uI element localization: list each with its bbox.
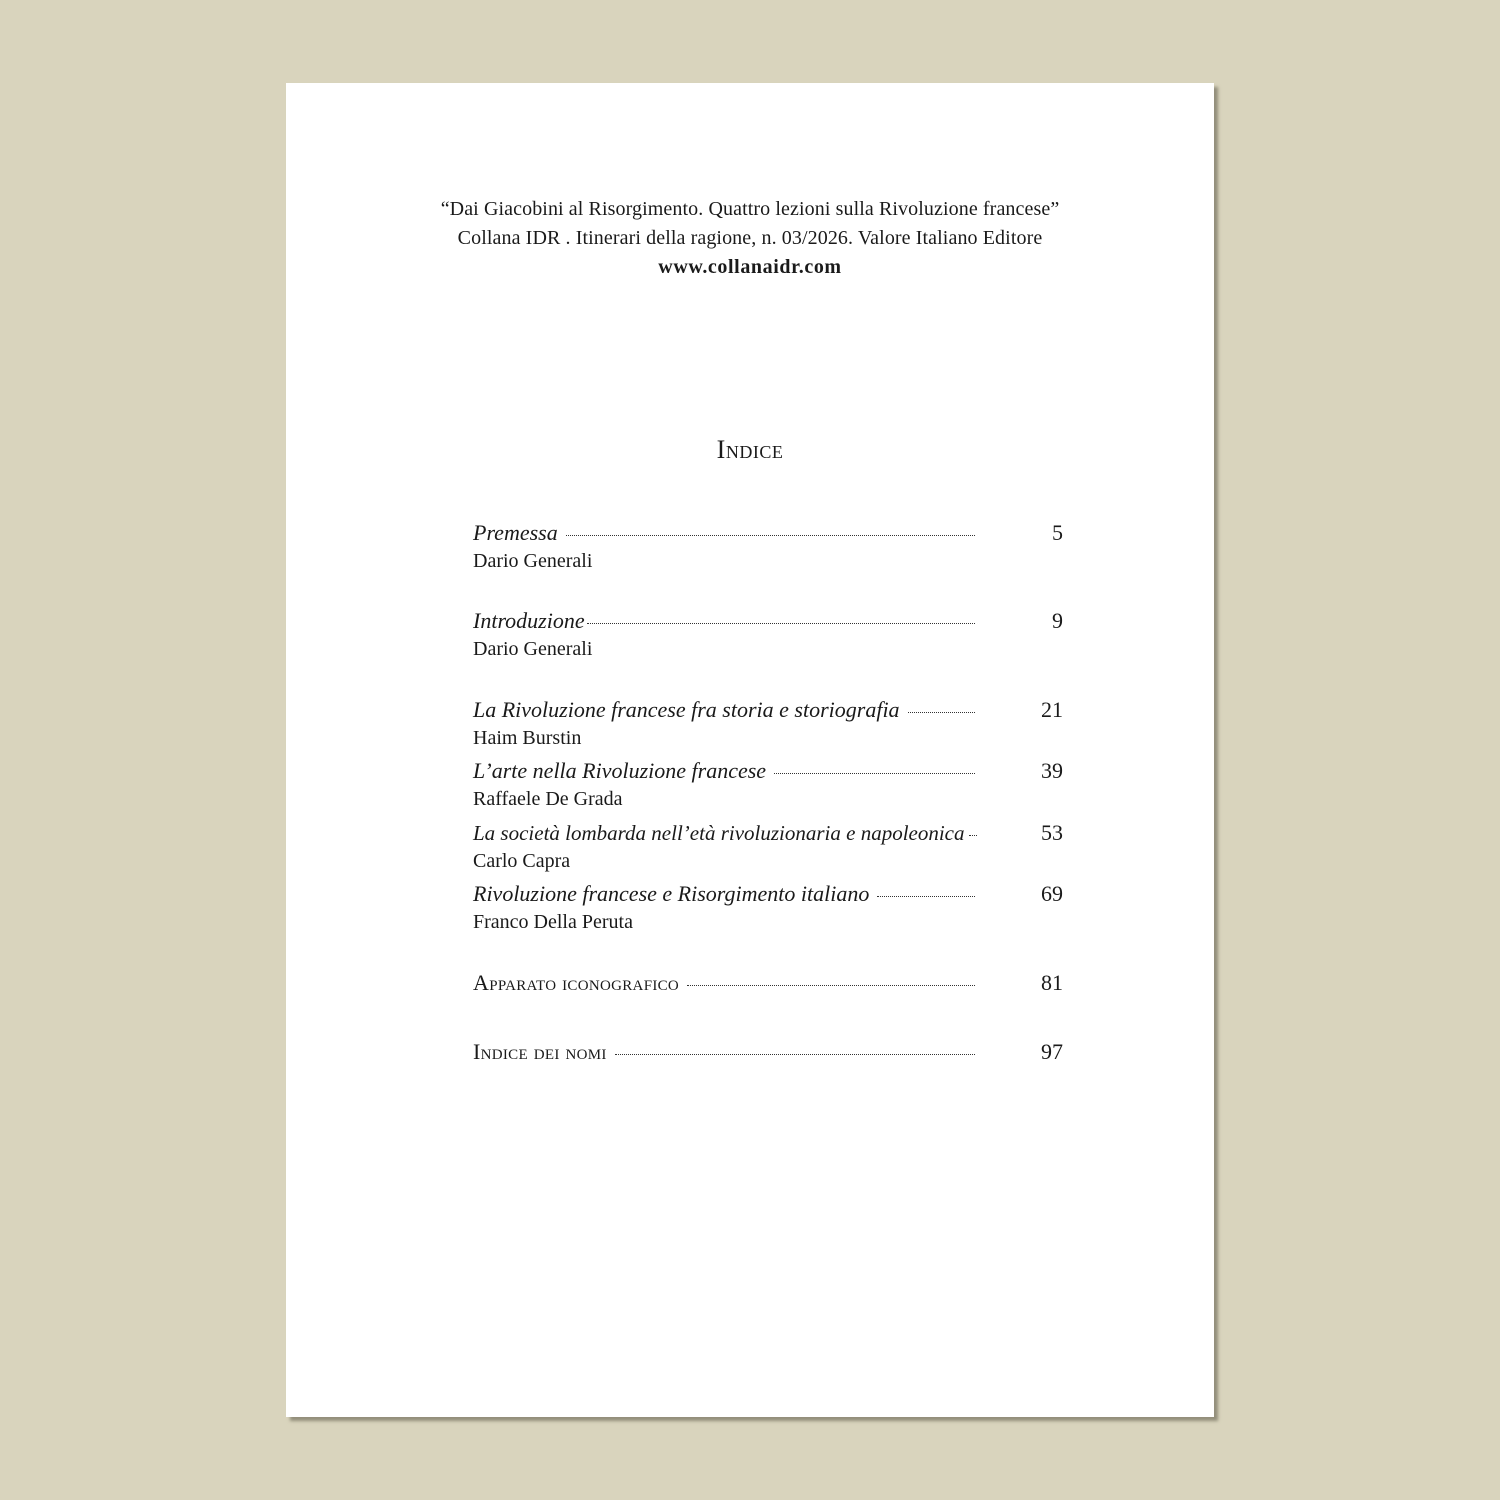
book-page	[286, 83, 1214, 1417]
toc-entry[interactable]	[473, 820, 1063, 874]
toc-title: Indice	[716, 435, 784, 464]
dot-leader	[908, 711, 975, 713]
website-link[interactable]: www.collanaidr.com	[658, 256, 842, 278]
dot-leader	[969, 834, 977, 836]
toc-entry-page: 39	[1041, 758, 1063, 783]
colophon-header	[286, 195, 1214, 282]
toc-entry-title: La Rivoluzione francese fra storia e storiografia	[473, 697, 900, 722]
toc-entry-title: L’arte nella Rivoluzione francese	[473, 758, 767, 783]
toc-entry-title: La società lombarda nell’età rivoluzionaria e napoleonica	[473, 821, 965, 845]
toc-entry-author: Carlo Capra	[473, 850, 571, 872]
toc-entry-title: Rivoluzione francese e Risorgimento italiano	[473, 881, 870, 906]
toc-entry[interactable]	[473, 881, 1063, 935]
toc-entry-page: 21	[1041, 697, 1063, 722]
toc-entry-title: Premessa	[473, 520, 558, 545]
toc-entry-author: Franco Della Peruta	[473, 911, 633, 933]
toc-entry-page: 69	[1041, 881, 1063, 906]
dot-leader	[587, 622, 975, 624]
toc-entry-page: 5	[1052, 520, 1063, 545]
toc-entry-author: Raffaele De Grada	[473, 788, 623, 810]
toc-entry-page: 9	[1052, 608, 1063, 633]
dot-leader	[877, 895, 975, 897]
dot-leader	[615, 1053, 975, 1055]
toc-entry-title: Apparato iconografico	[473, 970, 680, 995]
toc-entry-title: Introduzione	[473, 608, 585, 633]
toc-entry-page: 81	[1041, 970, 1063, 995]
dot-leader	[774, 772, 975, 774]
book-title-line: “Dai Giacobini al Risorgimento. Quattro lezioni sulla Rivoluzione francese”	[440, 198, 1060, 220]
toc-entry[interactable]	[473, 758, 1063, 812]
toc-entry-author: Dario Generali	[473, 550, 593, 572]
toc-entry[interactable]	[473, 1039, 1063, 1067]
toc-entry-author: Dario Generali	[473, 638, 593, 660]
toc-entry[interactable]	[473, 520, 1063, 574]
toc-entry-page: 97	[1041, 1039, 1063, 1064]
toc-entry[interactable]	[473, 970, 1063, 998]
dot-leader	[687, 984, 975, 986]
toc-entry-author: Haim Burstin	[473, 727, 582, 749]
toc-entry-page: 53	[1041, 820, 1063, 845]
dot-leader	[566, 534, 975, 536]
toc-entry-title: Indice dei nomi	[473, 1039, 607, 1064]
toc-entry[interactable]	[473, 608, 1063, 662]
series-line: Collana IDR . Itinerari della ragione, n. 03/2026. Valore Italiano Editore	[457, 227, 1043, 249]
toc-entry[interactable]	[473, 697, 1063, 751]
